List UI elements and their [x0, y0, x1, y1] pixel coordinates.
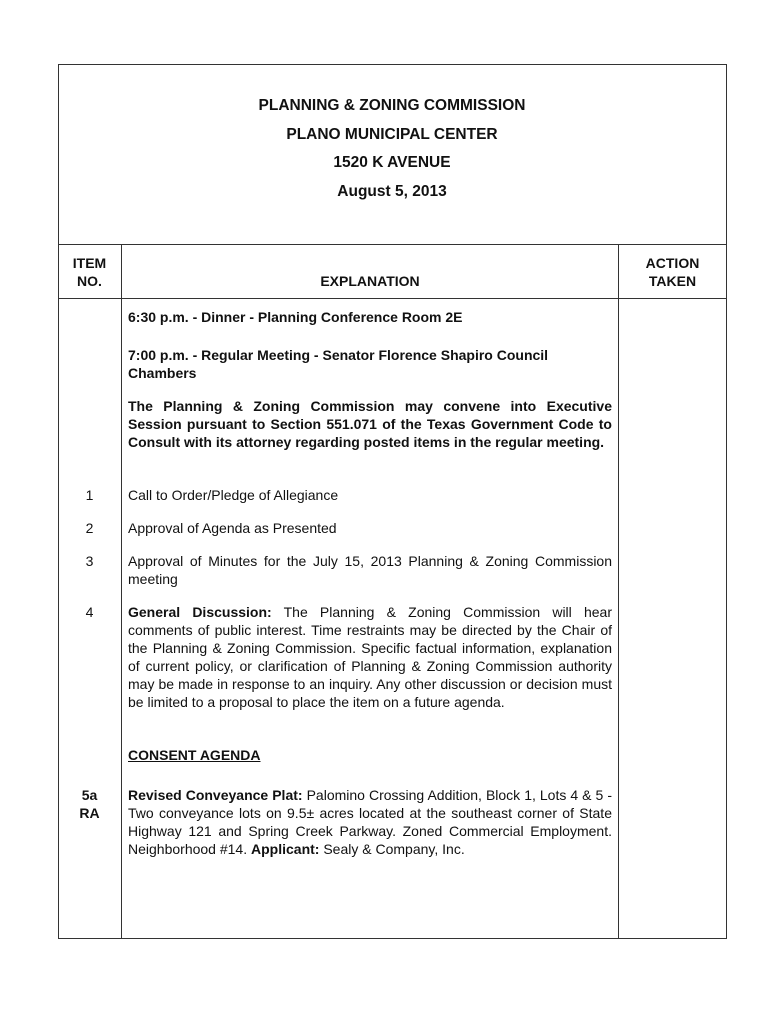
item-number-1: 1 [85, 487, 94, 503]
action-column-divider [618, 244, 619, 939]
venue-address: 1520 K AVENUE [333, 154, 451, 171]
item-5a-text [128, 786, 612, 858]
executive-session-notice: The Planning & Zoning Commission may convene into Executive Session pursuant to Section 551.071 of the Texas Government Code to Consult with its attorney regarding posted items in the regular meeting. [128, 398, 612, 450]
general-discussion-body: The Planning & Zoning Commission will hear comments of public interest. Time restraints may be directed by the Chair of the Planning & Zoning Commission. Specific factual information, explanation of current policy, or clarification of Planning & Zoning Commission authority may be made in response to an inquiry. Any other discussion or decision must be limited to a proposal to place the item on a future agenda. [128, 604, 612, 710]
item-column-divider [121, 244, 122, 939]
frame-right-border [726, 64, 727, 939]
general-discussion-label: General Discussion: [128, 604, 272, 620]
item-number-4: 4 [85, 604, 94, 620]
agenda-header [58, 64, 726, 242]
item-number-5a [58, 786, 121, 822]
item-2-text: Approval of Agenda as Presented [128, 520, 337, 536]
item-no-header-line2: NO. [77, 273, 102, 289]
consent-agenda-heading: CONSENT AGENDA [128, 747, 261, 763]
item-number-3: 3 [85, 553, 94, 569]
revised-conveyance-plat-body: Palomino Crossing Addition, Block 1, Lots 4 & 5 - Two conveyance lots on 9.5± acres located at the southeast corner of State Highway 121 and Spring Creek Parkway. Zoned Commercial Employment. Neighborhood #14. [128, 787, 612, 857]
applicant-name: Sealy & Company, Inc. [319, 841, 465, 857]
explanation-header: EXPLANATION [320, 273, 420, 289]
revised-conveyance-plat-label: Revised Conveyance Plat: [128, 787, 303, 803]
action-taken-header-line1: ACTION [645, 255, 700, 271]
meeting-date: August 5, 2013 [337, 182, 447, 200]
commission-title: PLANNING & ZONING COMMISSION [258, 97, 526, 114]
header-bottom-border [58, 244, 726, 245]
item-no-header [58, 254, 121, 290]
item-3-text: Approval of Minutes for the July 15, 2013 Planning & Zoning Commission meeting [128, 553, 612, 587]
item-number-2: 2 [85, 520, 94, 536]
dinner-entry: 6:30 p.m. - Dinner - Planning Conference Room 2E [128, 309, 463, 325]
regular-meeting-entry: 7:00 p.m. - Regular Meeting - Senator Florence Shapiro Council Chambers [128, 347, 549, 381]
item-no-header-line1: ITEM [72, 255, 107, 271]
item-4-text [128, 603, 612, 711]
action-taken-header [619, 254, 726, 290]
item-number-5a-line1: 5a [81, 787, 98, 803]
column-header-bottom-border [58, 298, 726, 299]
item-number-5a-line2: RA [79, 805, 100, 821]
venue-name: PLANO MUNICIPAL CENTER [286, 125, 498, 143]
item-1-text: Call to Order/Pledge of Allegiance [128, 487, 339, 503]
frame-bottom-border [58, 938, 726, 939]
applicant-label: Applicant: [251, 841, 320, 857]
action-taken-header-line2: TAKEN [648, 273, 697, 289]
